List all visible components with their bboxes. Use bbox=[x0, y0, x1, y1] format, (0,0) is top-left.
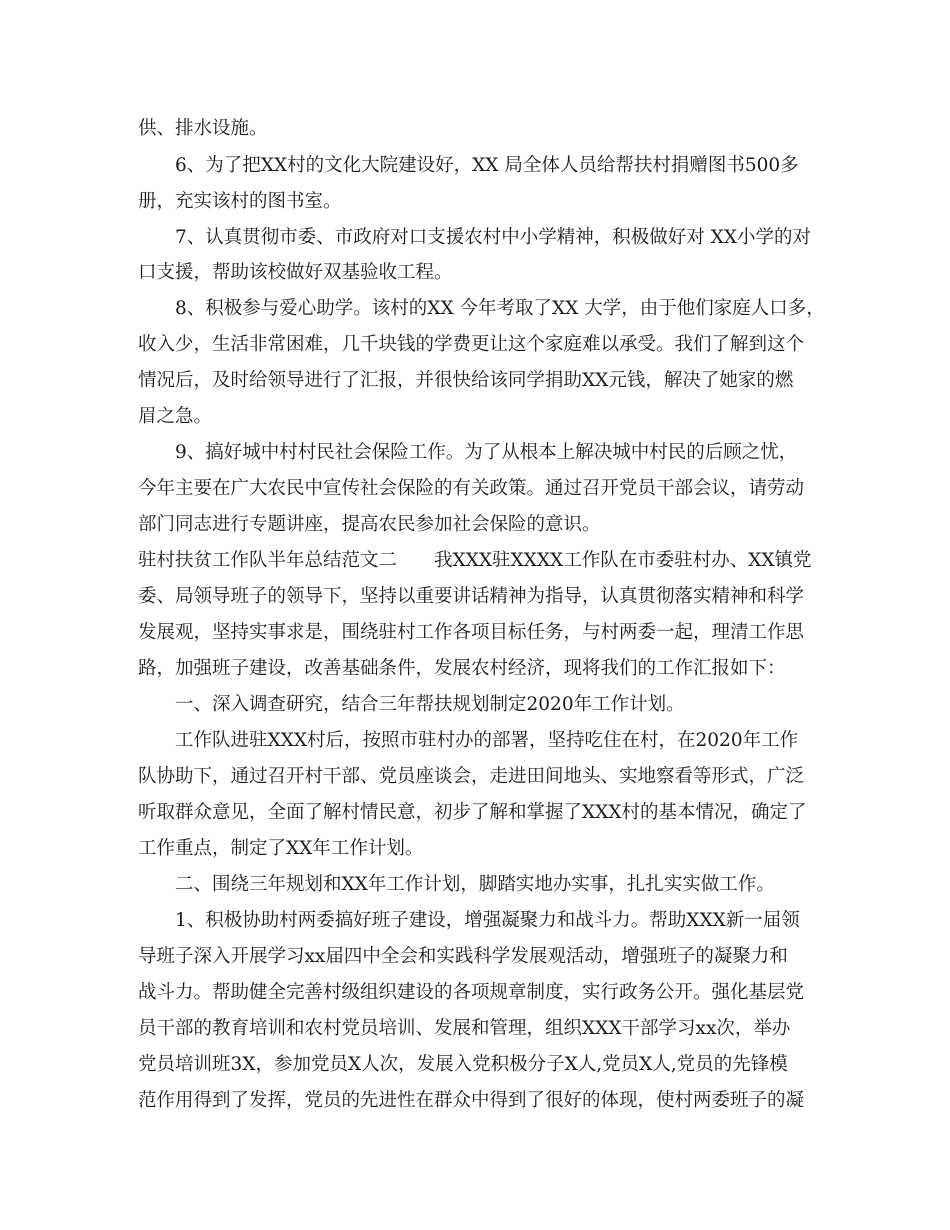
text-line: 情况后，及时给领导进行了汇报，并很快给该同学捐助XX元钱，解决了她家的燃 bbox=[138, 370, 794, 391]
text-line: 工作队进驻XXX村后，按照市驻村办的部署，坚持吃住在村，在2020年工作 bbox=[175, 730, 799, 751]
text-line: 工作重点，制定了XX年工作计划。 bbox=[138, 838, 424, 859]
text-line: 供、排水设施。 bbox=[138, 118, 268, 139]
text-line: 册，充实该村的图书室。 bbox=[138, 191, 342, 212]
text-line: 战斗力。帮助健全完善村级组织建设的各项规章制度，实行政务公开。强化基层党 bbox=[138, 982, 805, 1003]
text-line: 委、局领导班子的领导下，坚持以重要讲话精神为指导，认真贯彻落实精神和科学 bbox=[138, 586, 805, 607]
text-line: 6、为了把XX村的文化大院建设好，XX 局全体人员给帮扶村捐赠图书500多 bbox=[175, 155, 799, 176]
text-line: 8、积极参与爱心助学。该村的XX 今年考取了XX 大学，由于他们家庭人口多， bbox=[175, 298, 825, 319]
text-line: 队协助下，通过召开村干部、党员座谈会，走进田间地头、实地察看等形式，广泛 bbox=[138, 766, 805, 787]
text-line: 路，加强班子建设，改善基础条件，发展农村经济，现将我们的工作汇报如下： bbox=[138, 658, 786, 679]
text-line: 范作用得到了发挥，党员的先进性在群众中得到了很好的体现，使村两委班子的凝 bbox=[138, 1090, 805, 1111]
text-line: 今年主要在广大农民中宣传社会保险的有关政策。通过召开党员干部会议，请劳动 bbox=[138, 478, 805, 499]
text-line: 部门同志进行专题讲座，提高农民参加社会保险的意识。 bbox=[138, 514, 601, 535]
text-line: 党员培训班3X，参加党员X人次，发展入党积极分子X人,党员X人,党员的先锋模 bbox=[138, 1054, 788, 1075]
text-line: 二、围绕三年规划和XX年工作计划，脚踏实地办实事，扎扎实实做工作。 bbox=[175, 874, 775, 895]
text-line: 1、积极协助村两委搞好班子建设，增强凝聚力和战斗力。帮助XXX新一届领 bbox=[175, 910, 800, 931]
text-line: 导班子深入开展学习xx届四中全会和实践科学发展观活动，增强班子的凝聚力和 bbox=[138, 946, 788, 967]
text-line: 眉之急。 bbox=[138, 406, 213, 427]
text-line: 收入少，生活非常困难，几千块钱的学费更让这个家庭难以承受。我们了解到这个 bbox=[138, 334, 805, 355]
text-line: 一、深入调查研究，结合三年帮扶规划制定2020年工作计划。 bbox=[175, 694, 685, 715]
text-line: 9、搞好城中村村民社会保险工作。为了从根本上解决城中村民的后顾之忧， bbox=[175, 442, 798, 463]
text-line: 发展观，坚持实事求是，围绕驻村工作各项目标任务，与村两委一起，理清工作思 bbox=[138, 622, 805, 643]
text-line: 口支援，帮助该校做好双基验收工程。 bbox=[138, 262, 453, 283]
section-heading-line: 驻村扶贫工作队半年总结范文二 我XXX驻XXXX工作队在市委驻村办、XX镇党 bbox=[138, 550, 812, 571]
text-line: 员干部的教育培训和农村党员培训、发展和管理，组织XXX干部学习xx次，举办 bbox=[138, 1018, 791, 1039]
text-line: 听取群众意见，全面了解村情民意，初步了解和掌握了XXX村的基本情况，确定了 bbox=[138, 802, 807, 823]
text-line: 7、认真贯彻市委、市政府对口支援农村中小学精神，积极做好对 XX小学的对 bbox=[175, 227, 811, 248]
